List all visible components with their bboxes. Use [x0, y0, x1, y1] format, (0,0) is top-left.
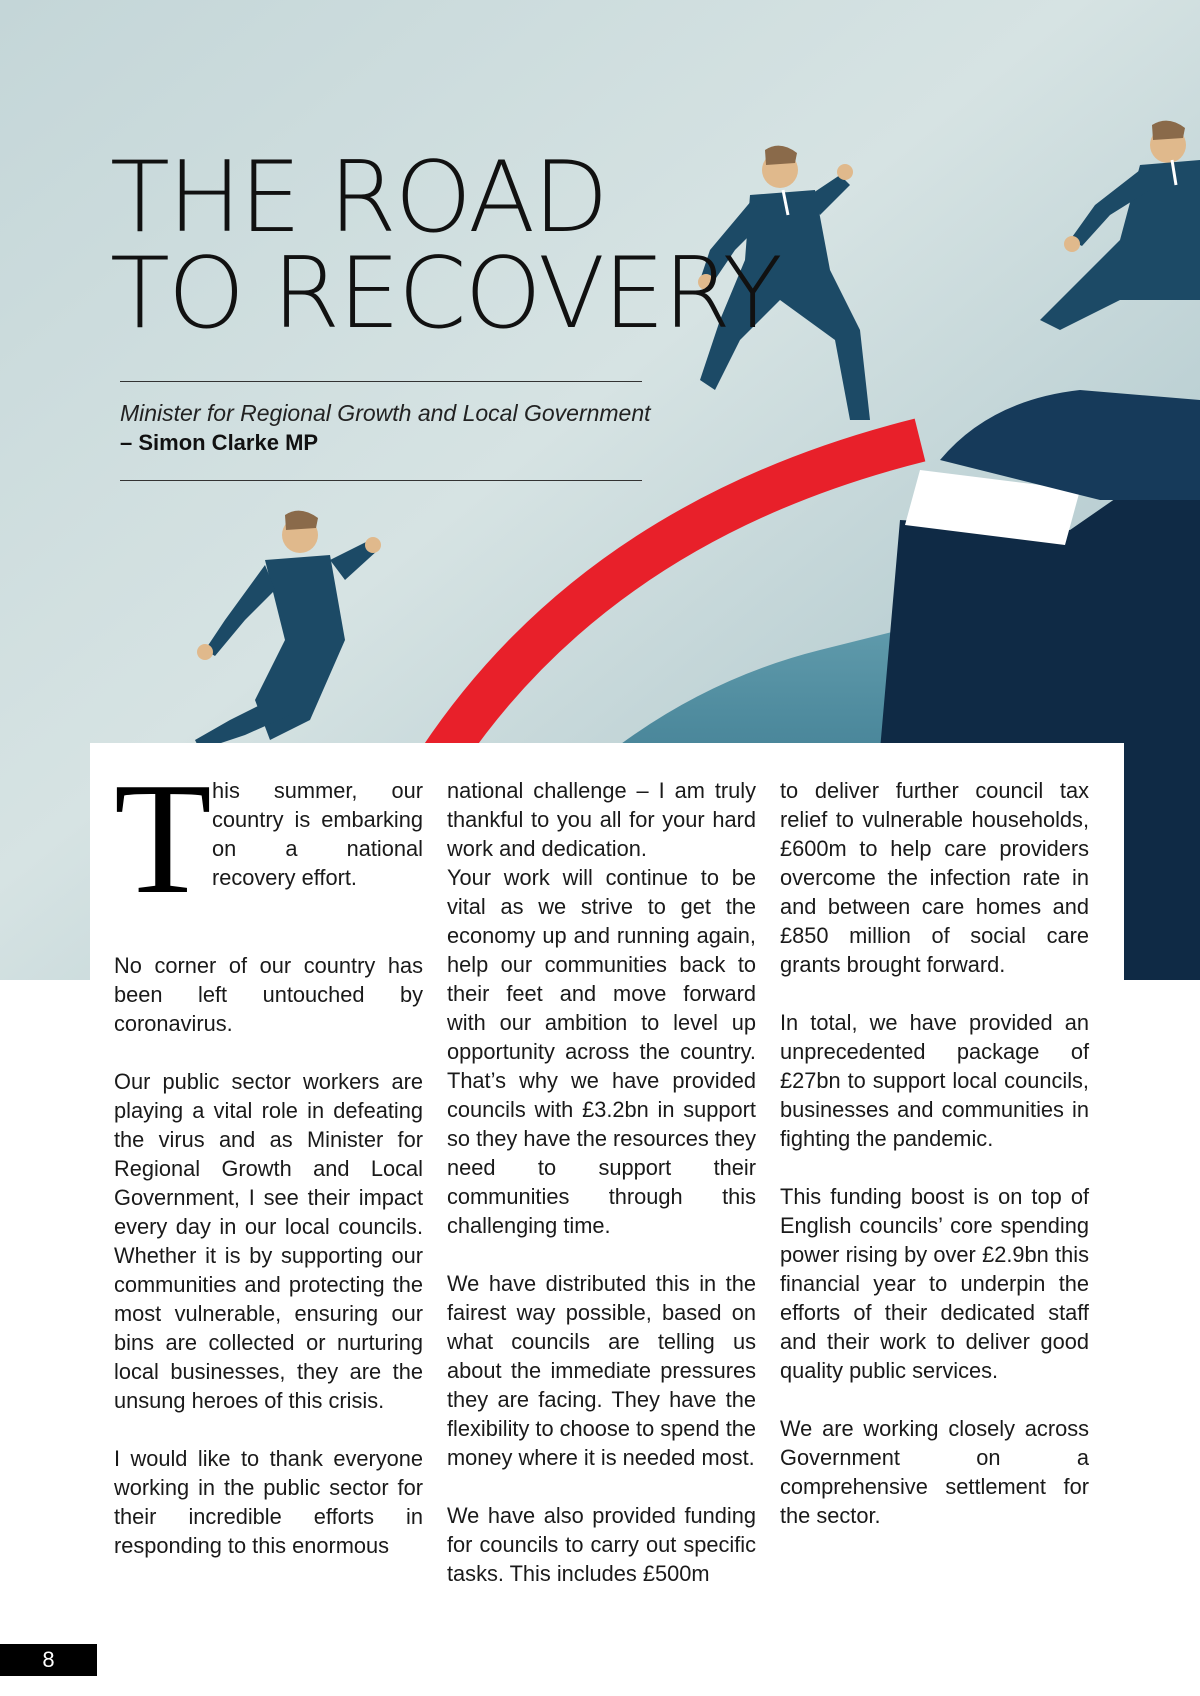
paragraph: to deliver further council tax relief to vulnerable households, £600m to help care providers overcome the infection rate in and between care homes and £850 million of social care grants brought forward.: [780, 778, 1089, 977]
paragraph: This funding boost is on top of English councils’ core spending power rising by over £2.9bn this financial year to underpin the efforts of their dedicated staff and their work to deliver good quality public services.: [780, 1184, 1089, 1383]
paragraph: Your work will continue to be vital as we strive to get the economy up and running again, help our communities back to their feet and move forward with our ambition to level up opportunity across the country. That’s why we have provided councils with £3.2bn in support so they have the resources they need to support their communities through this challenging time.: [447, 865, 756, 1238]
article-column-1: [114, 749, 423, 1589]
paragraph: We are working closely across Government on a comprehensive settlement for the sector.: [780, 1416, 1089, 1528]
article-column-3: [780, 776, 1089, 1559]
paragraph: We have distributed this in the fairest way possible, based on what councils are telling us about the immediate pressures they are facing. They have the flexibility to choose to spend the money where it is needed most.: [447, 1271, 756, 1470]
paragraph: I would like to thank everyone working in the public sector for their incredible efforts in responding to this enormous: [114, 1446, 423, 1558]
paragraph: No corner of our country has been left untouched by coronavirus.: [114, 953, 423, 1036]
paragraph: Our public sector workers are playing a vital role in defeating the virus and as Minister for Regional Growth and Local Government, I see their impact every day in our local councils. Whether it is by supporting our communities and protecting the most vulnerable, ensuring our bins are collected or nurturing local businesses, they are the unsung heroes of this crisis.: [114, 1069, 423, 1413]
title-line-2: TO RECOVERY: [110, 237, 781, 351]
byline-author: – Simon Clarke MP: [120, 430, 319, 455]
byline-rule-top: [120, 381, 642, 382]
lead-text: his summer, our country is embarking on a national recovery effort.: [212, 778, 423, 890]
article-column-2: [447, 776, 756, 1617]
drop-cap: T: [114, 749, 212, 927]
article-title: [110, 141, 781, 351]
paragraph: In total, we have provided an unprecedented package of £27bn to support local councils, businesses and communities in fighting the pandemic.: [780, 1010, 1089, 1151]
article-body: [90, 743, 1124, 1623]
lead-paragraph: [114, 749, 423, 927]
byline-role: Minister for Regional Growth and Local Government: [120, 400, 651, 426]
paragraph: We have also provided funding for councils to carry out specific tasks. This includes £500m: [447, 1503, 756, 1586]
title-line-1: THE ROAD: [110, 141, 607, 255]
paragraph: national challenge – I am truly thankful to you all for your hard work and dedication.: [447, 778, 756, 861]
byline-rule-bottom: [120, 480, 642, 481]
page-number: 8: [0, 1644, 97, 1676]
